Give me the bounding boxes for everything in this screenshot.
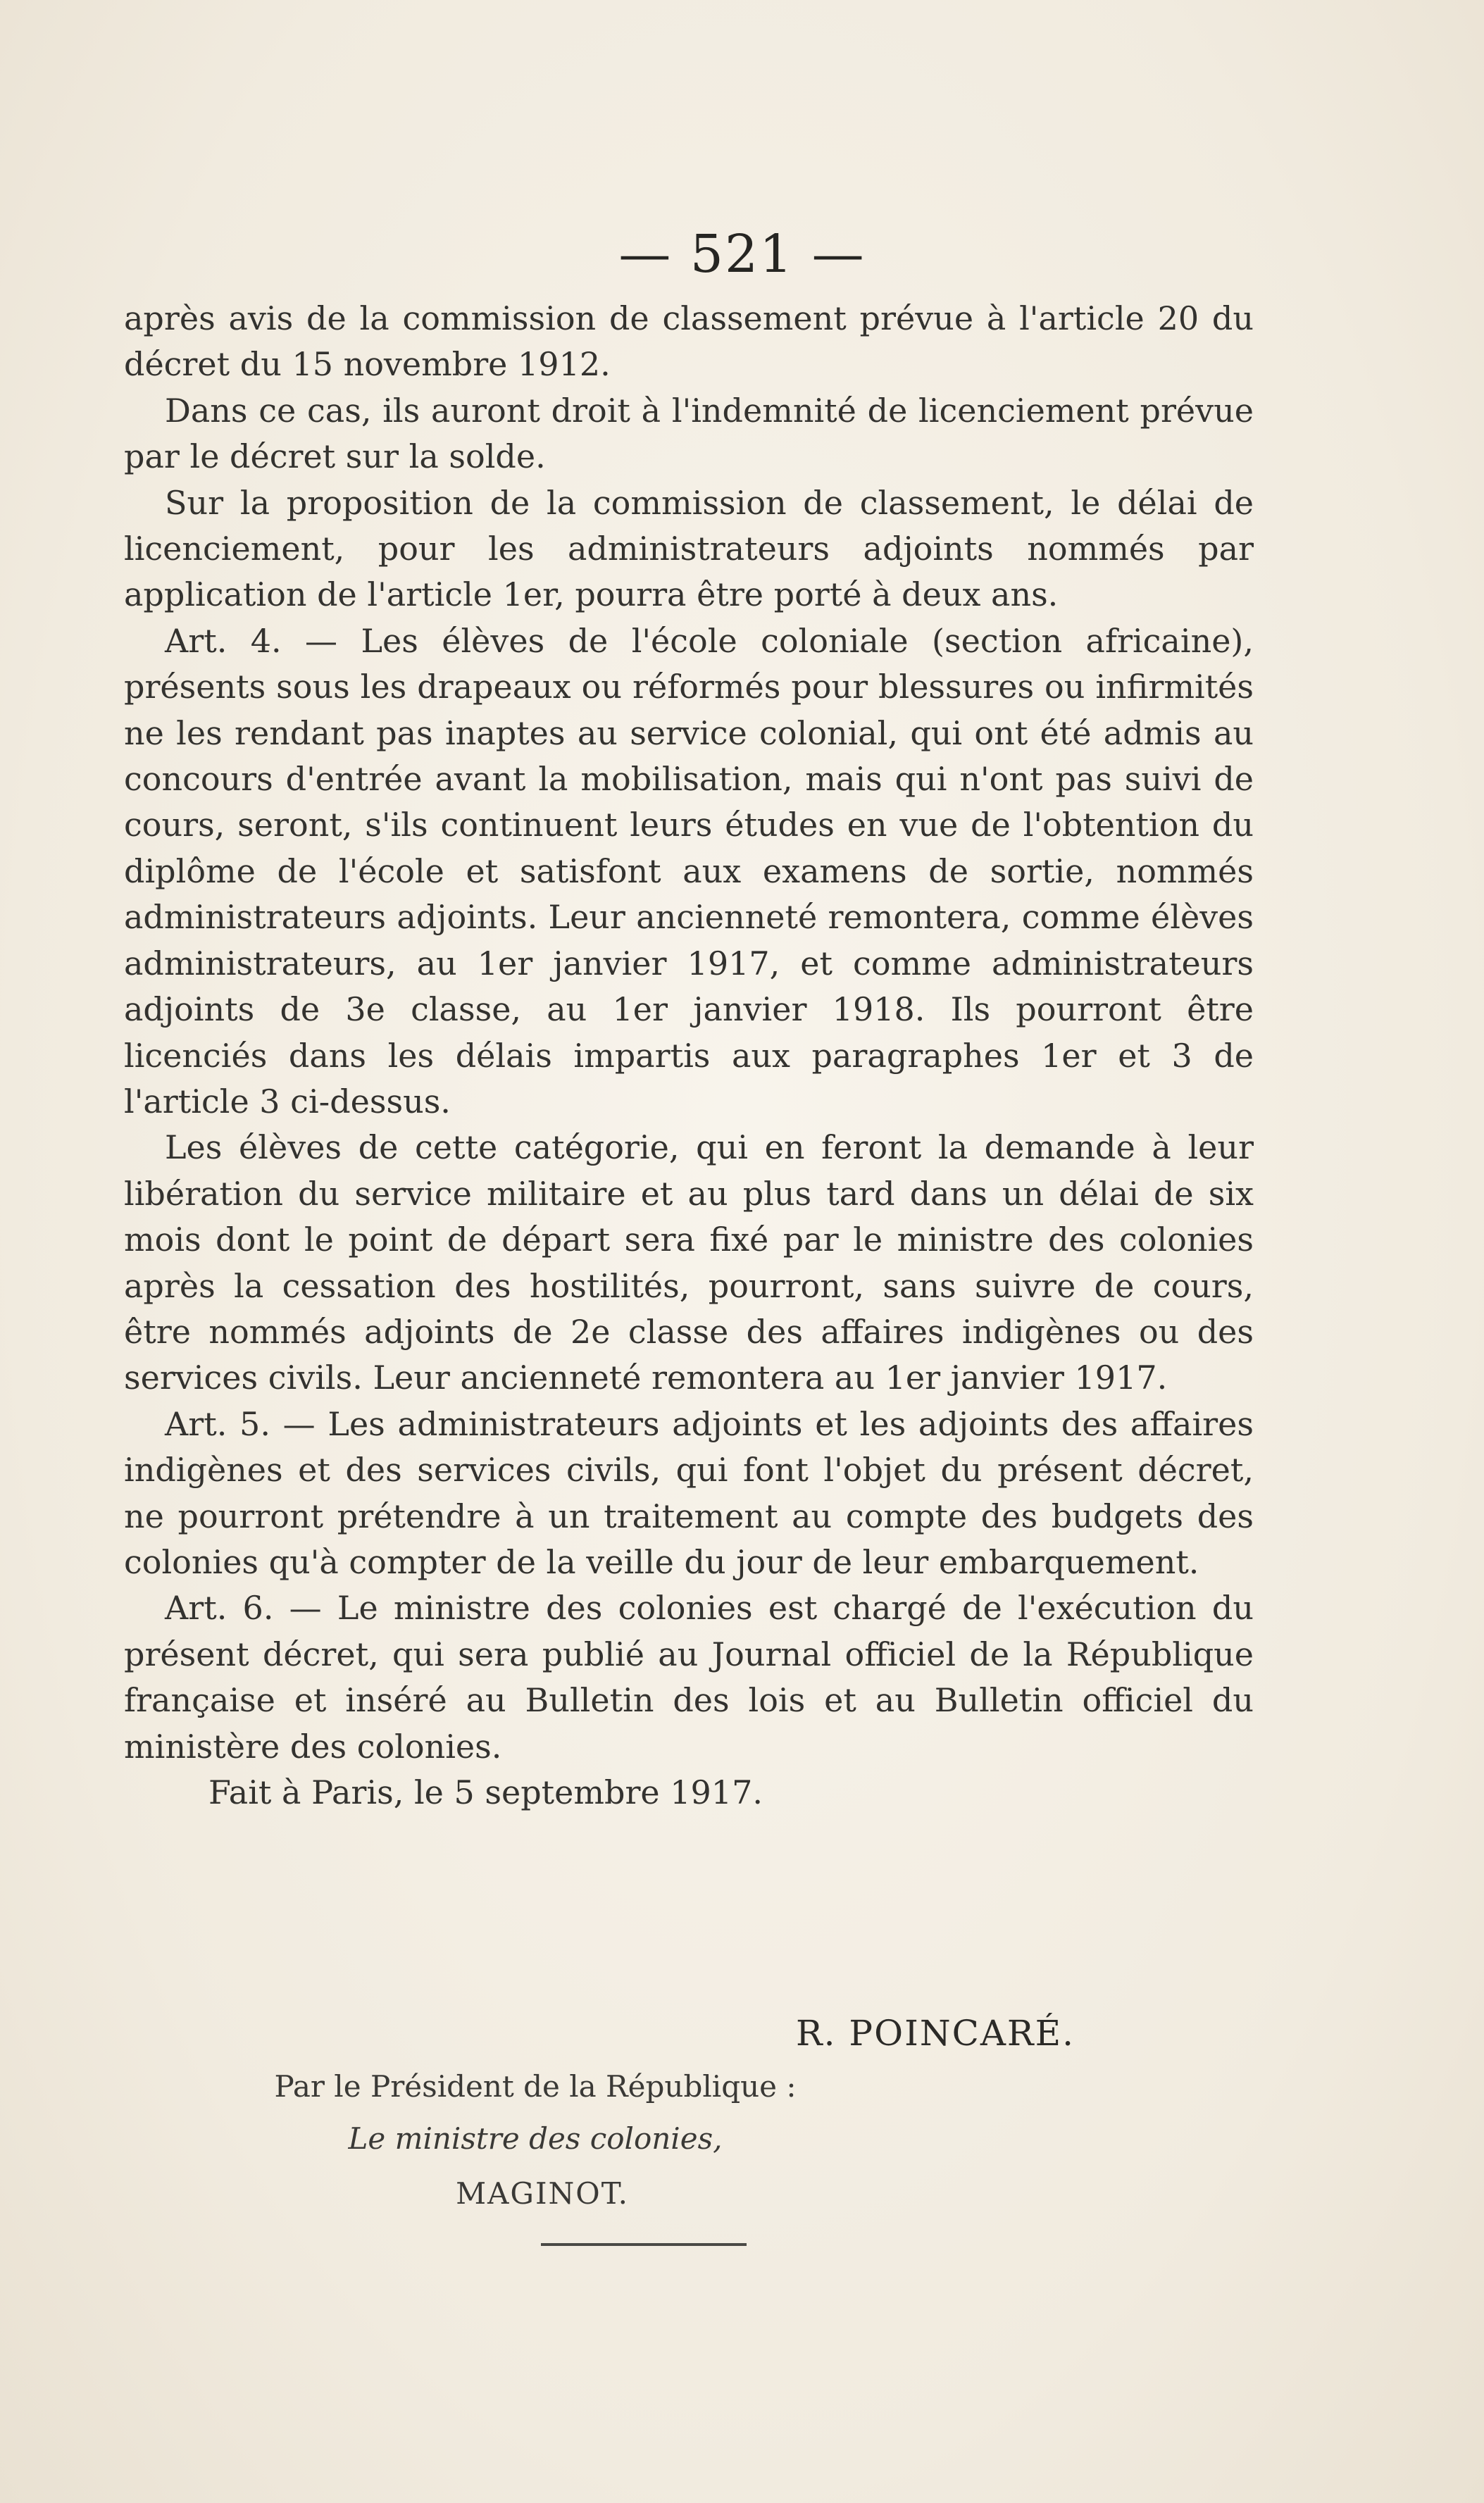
article-6: Art. 6. — Le ministre des colonies est chargé de l'exécution du présent décret, qui sera publié au Journal officiel de la République française et inséré au Bulletin des lois et au Bulletin officiel du ministère des colonies. [124, 1589, 1254, 1766]
paragraph: Sur la proposition de la commission de classement, le délai de licenciement, pour les administrateurs adjoints nommés par application de l'article 1er, pourra être porté à deux ans. [124, 483, 1254, 614]
paragraph: Les élèves de cette catégorie, qui en feront la demande à leur libération du service militaire et au plus tard dans un délai de six mois dont le point de départ sera fixé par le ministre des colonies après la cessation des hostilités, pourront, sans suivre de cours, être nommés adjoints de 2e classe des affaires indigènes ou des services civils. Leur ancienneté remontera au 1er janvier 1917. [124, 1128, 1254, 1397]
article-5: Art. 5. — Les administrateurs adjoints et les adjoints des affaires indigènes et des services civils, qui font l'objet du présent décret, ne pourront prétendre à un traitement au compte des budgets des colonies qu'à compter de la veille du jour de leur embarquement. [124, 1404, 1254, 1581]
countersign-minister-title: Le ministre des colonies, [348, 2121, 723, 2156]
paragraph: Dans ce cas, ils auront droit à l'indemnité de licenciement prévue par le décret sur la solde. [124, 391, 1254, 476]
countersign-by-line: Par le Président de la République : [274, 2069, 797, 2104]
date-line: Fait à Paris, le 5 septembre 1917. [208, 1773, 763, 1811]
decree-text [124, 296, 1254, 1816]
article-4: Art. 4. — Les élèves de l'école coloniale (section africaine), présents sous les drapeaux ou réformés pour blessures ou infirmités ne les rendant pas inaptes au service colonial, qui ont été admis au concours d'entrée avant la mobilisation, mais qui n'ont pas suivi de cours, seront, s'ils continuent leurs études en vue de l'obtention du diplôme de l'école et satisfont aux examens de sortie, nommés administrateurs adjoints. Leur ancienneté remontera, comme élèves administrateurs, au 1er janvier 1917, et comme administrateurs adjoints de 3e classe, au 1er janvier 1918. Ils pourront être licenciés dans les délais impartis aux paragraphes 1er et 3 de l'article 3 ci-dessus. [124, 621, 1254, 1121]
closing-rule [541, 2243, 747, 2246]
page-number: — 521 — [618, 224, 866, 285]
president-signature: R. POINCARÉ. [796, 2013, 1075, 2054]
paragraph-continuation: après avis de la commission de classement prévue à l'article 20 du décret du 15 novembre 1912. [124, 299, 1254, 384]
countersign-minister-name: MAGINOT. [456, 2176, 629, 2211]
